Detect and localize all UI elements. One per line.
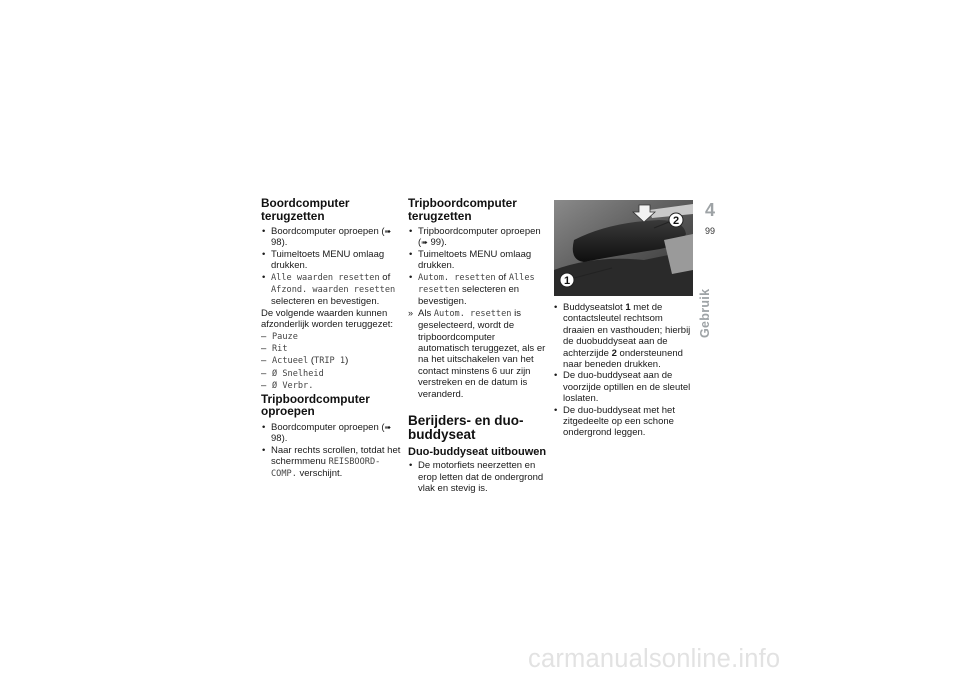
list-item — [261, 355, 401, 367]
page-ref-arrow-icon: ➠ — [421, 238, 428, 248]
watermark: carmanualsonline.info — [528, 645, 781, 673]
callout-number: 2 — [611, 347, 617, 359]
menu-option: Rit — [272, 344, 288, 355]
seat-photo — [554, 200, 693, 296]
page-ref-arrow-icon: ➠ — [384, 422, 392, 432]
list-item-text: Buddyseatslot — [563, 302, 626, 313]
list-item — [261, 368, 401, 380]
result-text: Als — [418, 307, 434, 319]
page-ref[interactable]: 98). — [271, 433, 288, 445]
list-item: • De motorfiets neerzetten en erop letten dat de ondergrond vlak en stevig is. — [408, 460, 548, 494]
list-item-text: Boordcomputer oproepen ( — [271, 226, 385, 237]
list-item — [408, 272, 548, 308]
list-item — [261, 445, 401, 481]
menu-option: Ø Snelheid — [272, 368, 324, 379]
photo-label-2: 2 — [672, 215, 680, 227]
list-item — [408, 226, 548, 249]
menu-option: Alles resetten — [418, 272, 535, 296]
list-item-text: ) — [345, 355, 349, 367]
heading-reset-trip-computer: Tripboordcomputer terugzetten — [408, 196, 517, 223]
list-item: • De duo-buddyseat aan de voorzijde optillen en de sleutel loslaten. — [553, 370, 693, 404]
menu-option: Actueel — [272, 356, 309, 367]
list-item-text: ondersteunend naar beneden drukken. — [563, 347, 683, 371]
menu-option: Autom. resetten — [418, 272, 496, 283]
column-2 — [408, 197, 548, 494]
subheading-remove-passenger-seat: Duo-buddyseat uitbouwen — [408, 446, 547, 459]
list-item-text: Tripboordcomputer oproepen ( — [418, 226, 541, 249]
bullet-list — [408, 460, 548, 494]
callout-number: 1 — [625, 302, 631, 313]
seat-illustration — [554, 200, 693, 296]
menu-option: Ø Verbr. — [272, 381, 314, 392]
page-number: 99 — [704, 226, 715, 236]
result-item — [408, 308, 548, 400]
list-item-text: selecteren en bevestigen. — [271, 296, 380, 308]
page-ref[interactable]: 98). — [271, 237, 288, 249]
list-item — [261, 272, 401, 308]
list-item — [553, 302, 693, 370]
list-item: • De duo-buddyseat met het zitgedeelte op een schone ondergrond leggen. — [553, 405, 693, 439]
page-ref-arrow-icon: ➠ — [384, 227, 392, 236]
bullet-list — [261, 422, 401, 481]
paragraph: De volgende waarden kunnen afzonderlijk worden teruggezet: — [261, 307, 394, 331]
list-item-text: met de contactsleutel rechtsom draaien en vasthouden; hierbij de duobuddyseat aan de achterzijde — [563, 302, 691, 359]
menu-option: Afzond. waarden resetten — [271, 285, 396, 296]
chapter-label — [698, 288, 714, 340]
chapter-number: 4 — [704, 200, 715, 220]
result-list — [408, 308, 548, 400]
menu-option: TRIP 1 — [314, 356, 346, 367]
bullet-list — [408, 226, 548, 308]
list-item-text: Boordcomputer oproepen ( — [271, 421, 385, 433]
list-item — [261, 226, 401, 249]
list-item — [261, 343, 401, 355]
photo-label-1: 1 — [563, 275, 571, 287]
list-item — [261, 331, 401, 343]
column-3 — [553, 302, 693, 439]
menu-option: Alle waarden resetten — [271, 272, 380, 283]
bullet-list — [261, 226, 401, 308]
menu-option: Pauze — [272, 331, 298, 342]
bullet-list — [553, 302, 693, 439]
menu-option: REISBOORD-COMP. — [271, 456, 381, 480]
heading-open-trip-computer: Tripboordcomputer oproepen — [261, 391, 370, 419]
list-item-text: selecteren en bevestigen. — [418, 284, 520, 308]
chapter-label-text: Gebruik — [698, 288, 712, 338]
list-item-text: of — [495, 271, 509, 283]
list-item: • Tuimeltoets MENU omlaag drukken. — [261, 249, 401, 272]
dash-list — [261, 331, 401, 393]
column-1 — [261, 197, 401, 481]
heading-reset-board-computer: Boordcomputer terugzetten — [261, 196, 350, 223]
menu-option: Autom. resetten — [433, 308, 512, 319]
list-item-text: of — [379, 271, 391, 283]
result-text: is geselecteerd, wordt de tripboordcomputer automatisch teruggezet, als er na het uitschakelen van het contact minstens 6 uur zijn verstreken en de datum is veranderd. — [418, 307, 546, 400]
list-item — [261, 380, 401, 392]
list-item — [261, 422, 401, 445]
heading-seats: Berijders- en duo-buddyseat — [408, 413, 524, 443]
list-item: • Tuimeltoets MENU omlaag drukken. — [408, 249, 548, 272]
list-item-text: Naar rechts scrollen, totdat het schermmenu — [271, 444, 401, 467]
list-item-text: verschijnt. — [296, 468, 343, 480]
list-item-text: ( — [308, 355, 315, 367]
page-ref[interactable]: 99). — [427, 237, 447, 249]
